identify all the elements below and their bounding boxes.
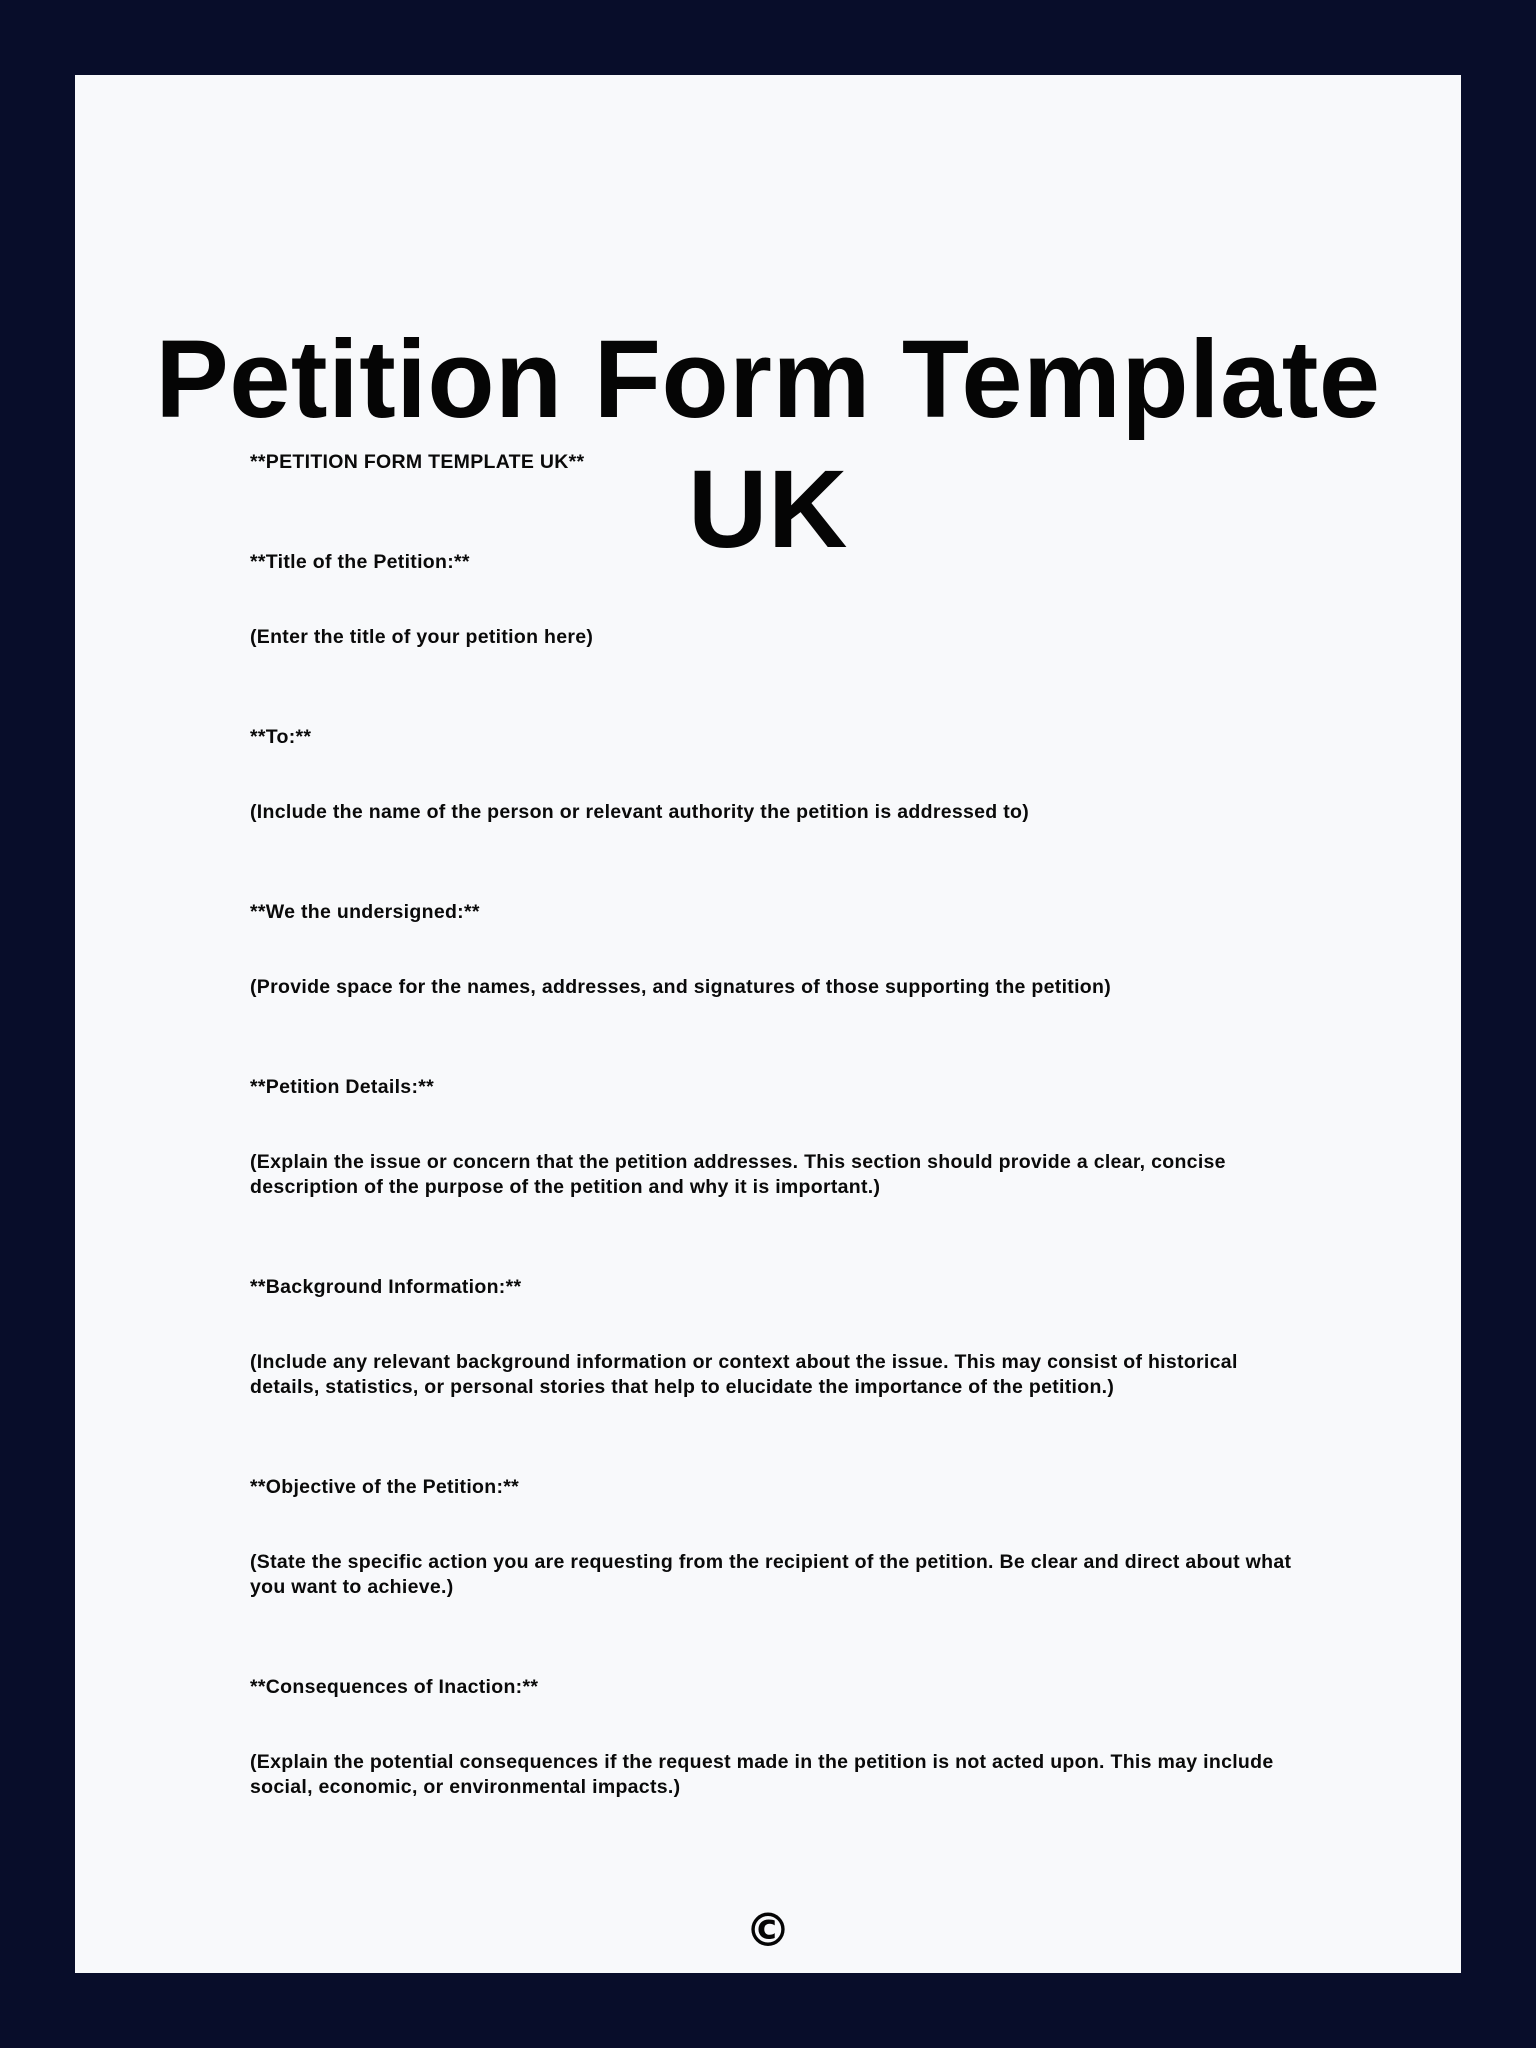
section-body: (Provide space for the names, addresses, and signatures of those supporting the petition): [250, 976, 1112, 998]
section-body: (Enter the title of your petition here): [250, 626, 594, 648]
section-heading: **We the undersigned:**: [250, 901, 480, 923]
section-heading: **Consequences of Inaction:**: [250, 1676, 539, 1698]
document-heading: **PETITION FORM TEMPLATE UK**: [250, 451, 585, 473]
section-background-information: [250, 1275, 1300, 1400]
section-body: (Include the name of the person or relevant authority the petition is addressed to): [250, 801, 1030, 823]
document-page: [75, 75, 1461, 1973]
page-title: Petition Form Template UK: [155, 318, 1381, 571]
section-petition-details: [250, 1075, 1300, 1200]
section-heading: **To:**: [250, 726, 312, 748]
section-to: [250, 725, 1300, 825]
section-body: (Include any relevant background information or context about the issue. This may consist of historical details, statistics, or personal stories that help to elucidate the importance of the petition.): [250, 1351, 1238, 1398]
section-body: (State the specific action you are requesting from the recipient of the petition. Be clear and direct about what you want to achieve.): [250, 1551, 1292, 1598]
document-content: [250, 450, 1300, 1875]
section-body: (Explain the issue or concern that the petition addresses. This section should provide a clear, concise description of the purpose of the petition and why it is important.): [250, 1151, 1226, 1198]
copyright-icon: ©: [745, 1903, 791, 1957]
section-body: (Explain the potential consequences if the request made in the petition is not acted upon. This may include social, economic, or environmental impacts.): [250, 1751, 1274, 1798]
section-heading: **Objective of the Petition:**: [250, 1476, 520, 1498]
section-heading: **Title of the Petition:**: [250, 551, 470, 573]
section-heading: **Petition Details:**: [250, 1076, 435, 1098]
section-objective: [250, 1475, 1300, 1600]
section-consequences: [250, 1675, 1300, 1800]
section-title-of-petition: [250, 550, 1300, 650]
section-we-the-undersigned: [250, 900, 1300, 1000]
section-heading: **Background Information:**: [250, 1276, 522, 1298]
